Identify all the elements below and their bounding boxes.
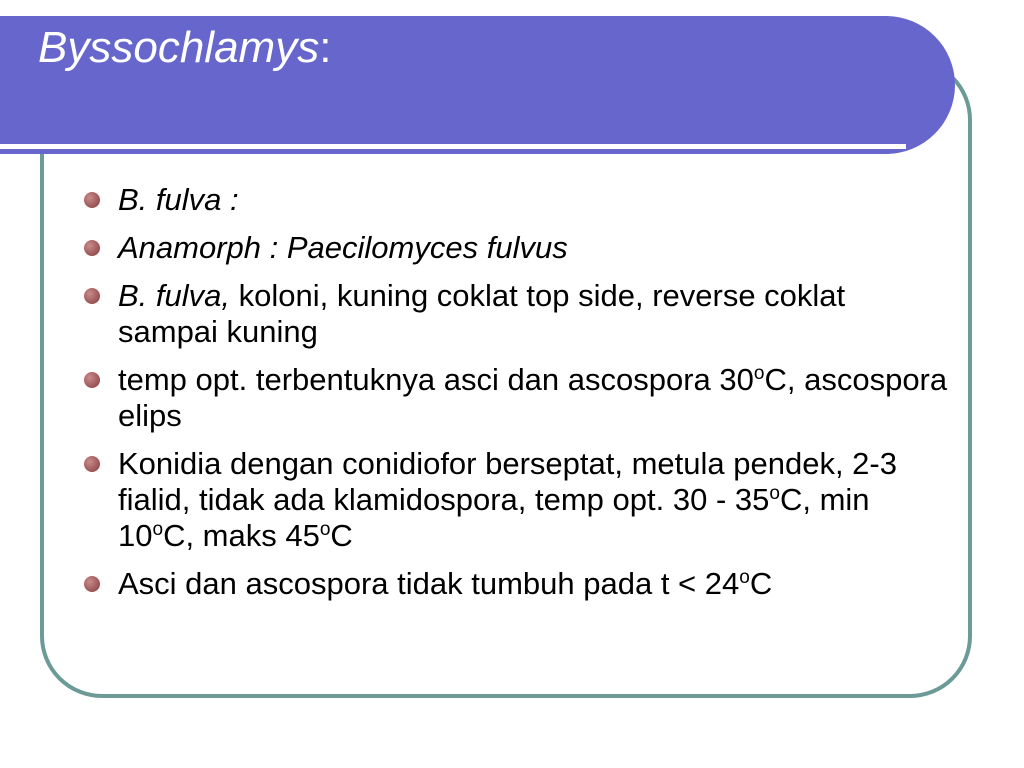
bullet-text: C, maks 45 (163, 518, 320, 553)
bullet-text-italic: B. fulva, (118, 278, 230, 313)
bullet-item (82, 278, 952, 350)
bullet-text: temp opt. terbentuknya asci dan ascospora 30 (118, 362, 754, 397)
bullet-item (82, 566, 952, 602)
slide-title-colon: : (319, 23, 332, 72)
bullet-text: B. fulva : (118, 182, 239, 217)
bullet-text: C, ascospora elips (118, 362, 948, 433)
bullet-item (82, 446, 952, 554)
bullet-text: Anamorph : Paecilomyces fulvus (118, 230, 568, 265)
slide-title (38, 20, 331, 76)
bullet-dot-icon (84, 456, 100, 472)
bullet-list (82, 182, 952, 614)
bullet-item (82, 230, 952, 266)
bullet-text: C (330, 518, 353, 553)
bullet-text: koloni, kuning coklat top side, reverse coklat sampai kuning (118, 278, 846, 349)
bullet-dot-icon (84, 288, 100, 304)
degree-superscript: o (753, 363, 765, 384)
bullet-item (82, 182, 952, 218)
degree-superscript: o (319, 519, 331, 540)
bullet-text: Asci dan ascospora tidak tumbuh pada t < 24 (118, 566, 740, 601)
degree-superscript: o (152, 519, 164, 540)
bullet-text: C (749, 566, 773, 601)
bullet-text: Konidia dengan conidiofor berseptat, metula pendek, 2-3 fialid, tidak ada klamidospora, temp opt. 30 - 35 (118, 446, 897, 517)
bullet-text: C, min 10 (118, 482, 870, 553)
bullet-item (82, 362, 952, 434)
bullet-dot-icon (84, 192, 100, 208)
degree-superscript: o (769, 483, 780, 504)
bullet-dot-icon (84, 372, 100, 388)
slide-title-genus: Byssochlamys (38, 23, 320, 72)
degree-superscript: o (739, 567, 750, 588)
bullet-dot-icon (84, 240, 100, 256)
title-underline (0, 144, 906, 149)
bullet-dot-icon (84, 576, 100, 592)
